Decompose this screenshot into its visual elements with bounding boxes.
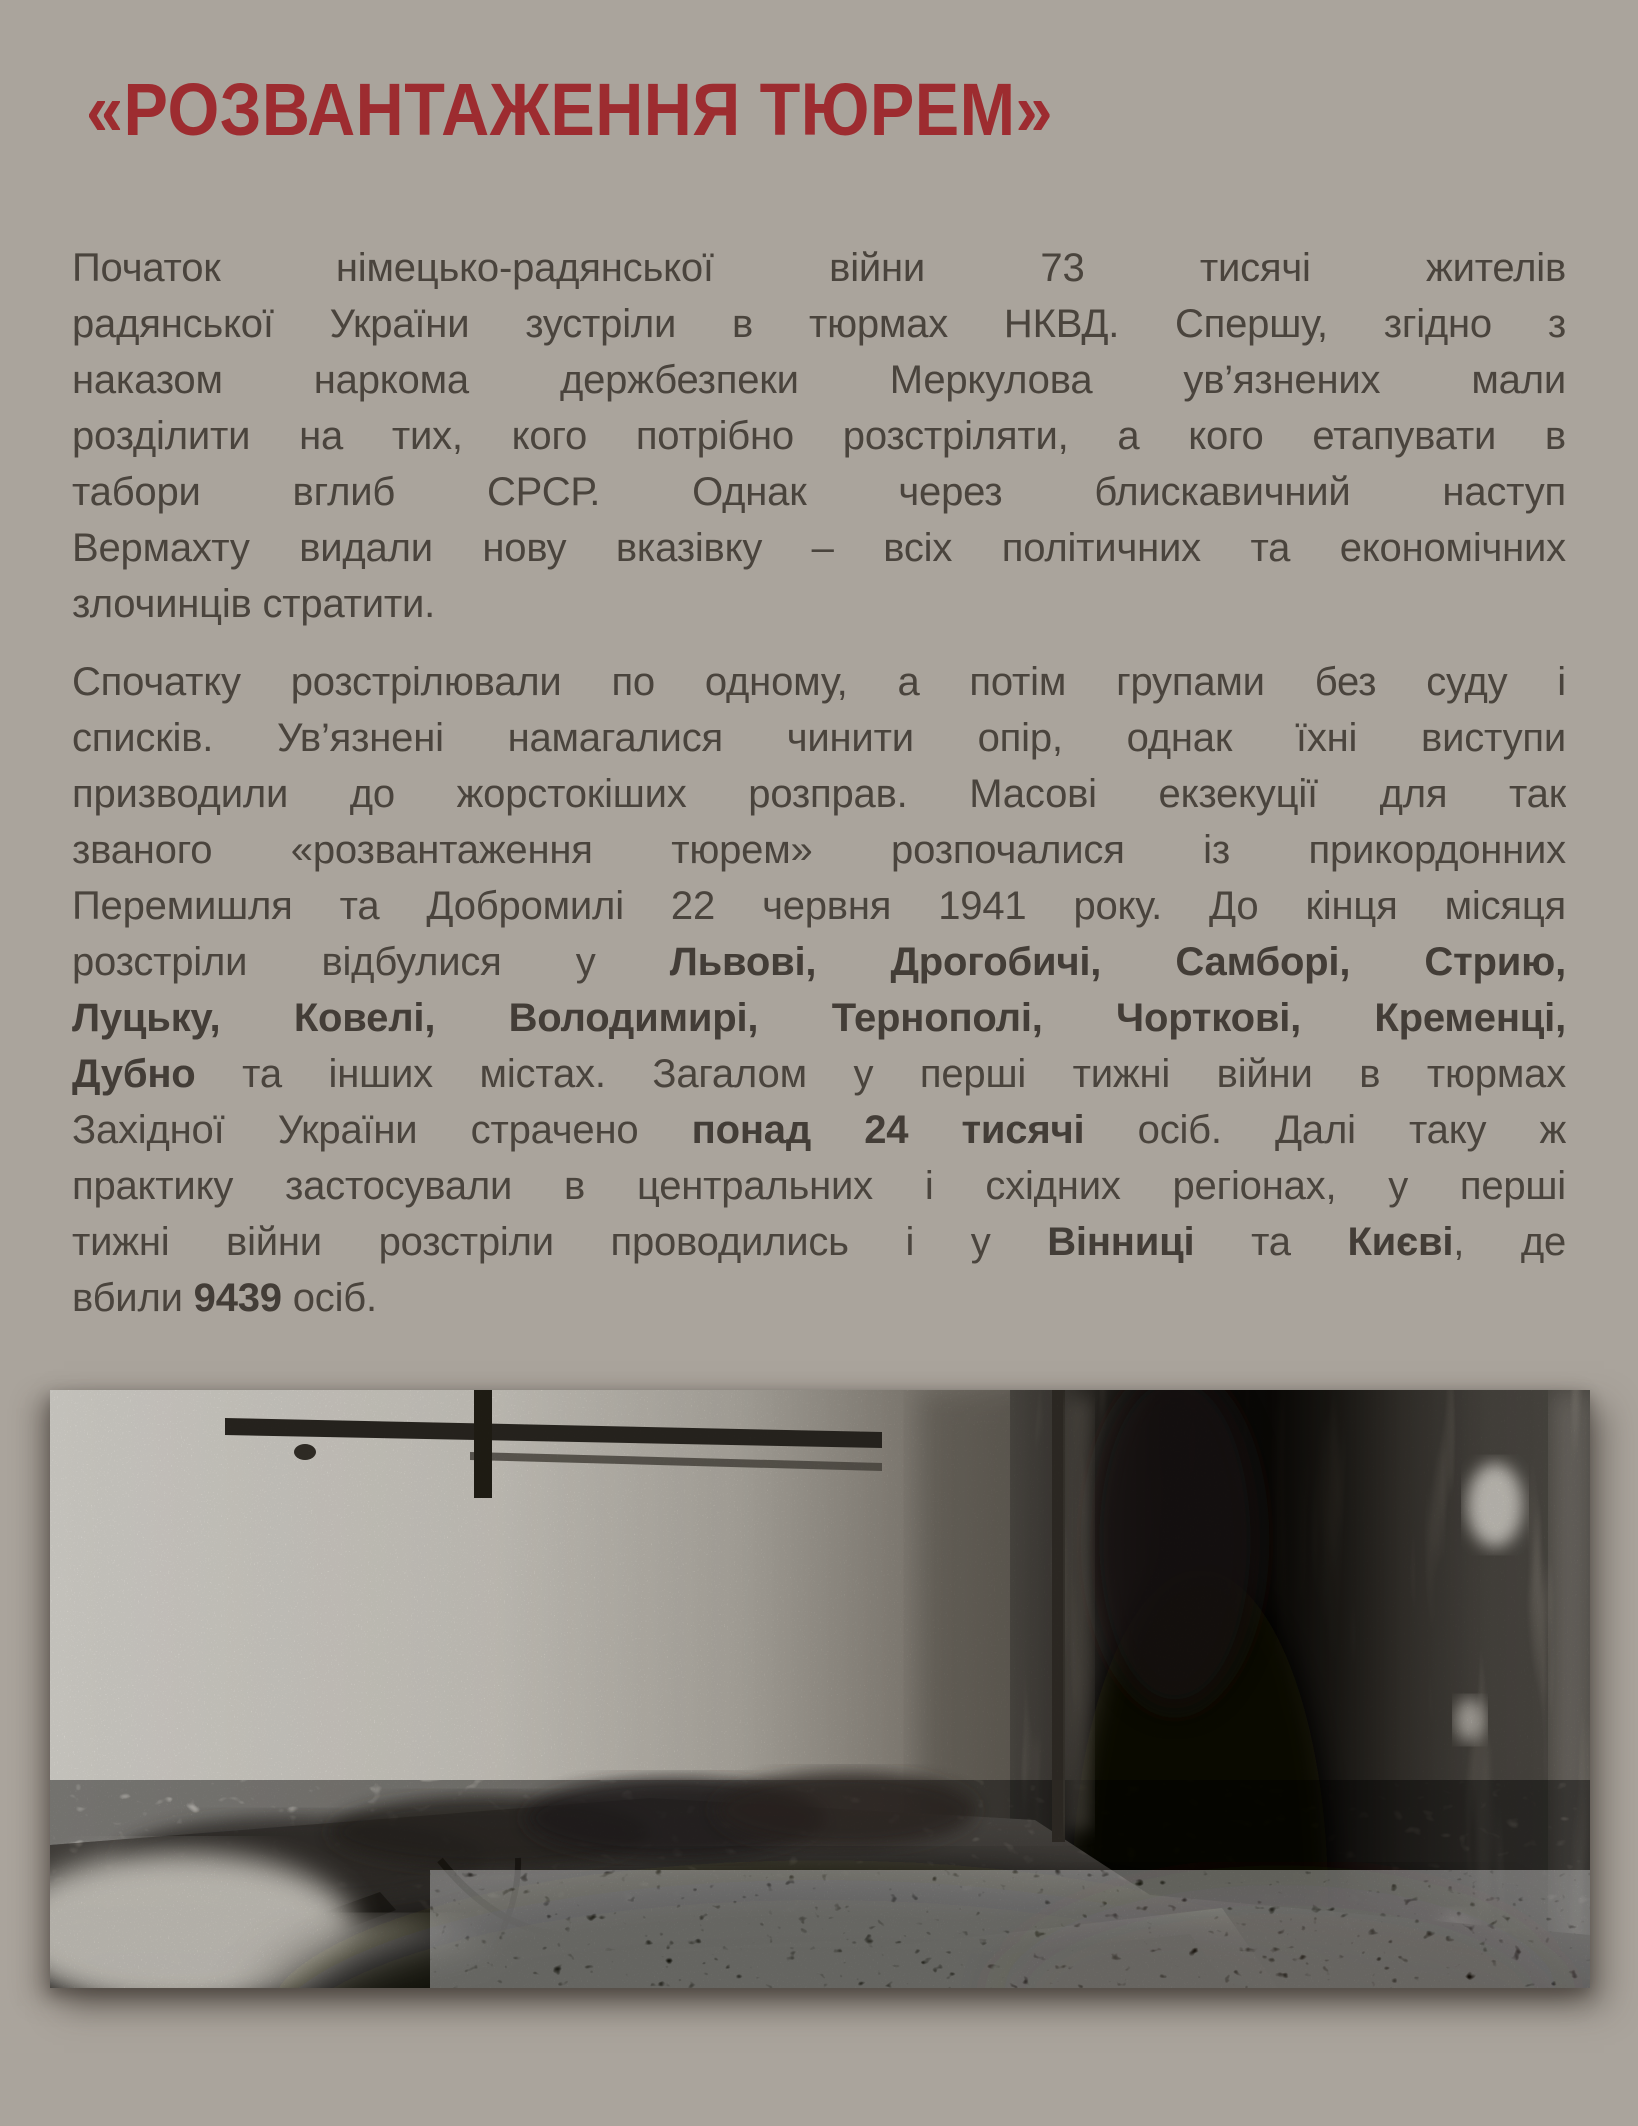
text-segment: наказом наркома держбезпеки Меркулова ув’язнених мали [72, 358, 1566, 402]
text-line [72, 296, 1566, 352]
text-segment: тижні війни розстріли проводились і у [72, 1220, 1048, 1264]
text-segment: званого «розвантаження тюрем» розпочалися із прикордонних [72, 828, 1566, 872]
paragraph [72, 240, 1566, 632]
text-segment: Початок німецько-радянської війни 73 тисячі жителів [72, 246, 1566, 290]
page-title [86, 68, 1566, 151]
text-line [72, 878, 1566, 934]
bold-text-segment: 9439 [193, 1276, 282, 1320]
text-line [72, 464, 1566, 520]
bold-text-segment: Вінниці [1047, 1220, 1195, 1264]
text-line [72, 822, 1566, 878]
text-line [72, 352, 1566, 408]
text-segment: розстріли відбулися у [72, 940, 670, 984]
text-line [72, 1102, 1566, 1158]
text-line [72, 240, 1566, 296]
text-segment: практику застосували в центральних і східних регіонах, у перші [72, 1164, 1566, 1208]
text-segment: Перемишля та Добромилі 22 червня 1941 року. До кінця місяця [72, 884, 1566, 928]
text-segment: та [1194, 1220, 1348, 1264]
text-line [72, 408, 1566, 464]
text-line [72, 766, 1566, 822]
text-segment: осіб. Далі таку ж [1084, 1108, 1566, 1152]
text-line [72, 1158, 1566, 1214]
text-line [72, 710, 1566, 766]
bold-text-segment: Львові, Дрогобичі, Самборі, Стрию, [669, 940, 1566, 984]
text-line [72, 1046, 1566, 1102]
bold-text-segment: Луцьку, Ковелі, Володимирі, Тернополі, Чорткові, Кременці, [72, 996, 1566, 1040]
execution-site-photo [50, 1390, 1590, 1988]
text-segment: та інших містах. Загалом у перші тижні війни в тюрмах [195, 1052, 1566, 1096]
text-line [72, 934, 1566, 990]
text-segment: Спочатку розстрілювали по одному, а потім групами без суду і [72, 660, 1566, 704]
text-segment: осіб. [281, 1276, 377, 1320]
article-text [72, 240, 1566, 1326]
text-line [72, 520, 1566, 576]
text-segment: Вермахту видали нову вказівку – всіх політичних та економічних [72, 526, 1566, 570]
text-line [72, 1270, 1566, 1326]
text-line [72, 1214, 1566, 1270]
text-line [72, 654, 1566, 710]
text-segment: табори вглиб СРСР. Однак через блискавичний наступ [72, 470, 1566, 514]
text-segment: вбили [72, 1276, 194, 1320]
text-segment: радянської України зустріли в тюрмах НКВД. Спершу, згідно з [72, 302, 1566, 346]
bold-text-segment: Дубно [72, 1052, 196, 1096]
page-title-text: «РОЗВАНТАЖЕННЯ ТЮРЕМ» [86, 68, 1054, 151]
page-root [0, 68, 1638, 2126]
text-segment: призводили до жорстокіших розправ. Масові екзекуції для так [72, 772, 1566, 816]
text-segment: розділити на тих, кого потрібно розстріляти, а кого етапувати в [72, 414, 1566, 458]
text-segment: злочинців стратити. [72, 582, 436, 626]
text-segment: списків. Ув’язнені намагалися чинити опір, однак їхні виступи [72, 716, 1566, 760]
poster-page [0, 68, 1638, 2126]
bold-text-segment: Києві [1347, 1220, 1454, 1264]
text-segment: , де [1453, 1220, 1566, 1264]
text-segment: Західної України страчено [72, 1108, 692, 1152]
paragraph [72, 654, 1566, 1326]
photo-graphic [50, 1390, 1590, 1988]
text-line [72, 990, 1566, 1046]
bold-text-segment: понад 24 тисячі [691, 1108, 1085, 1152]
text-line [72, 576, 1566, 632]
